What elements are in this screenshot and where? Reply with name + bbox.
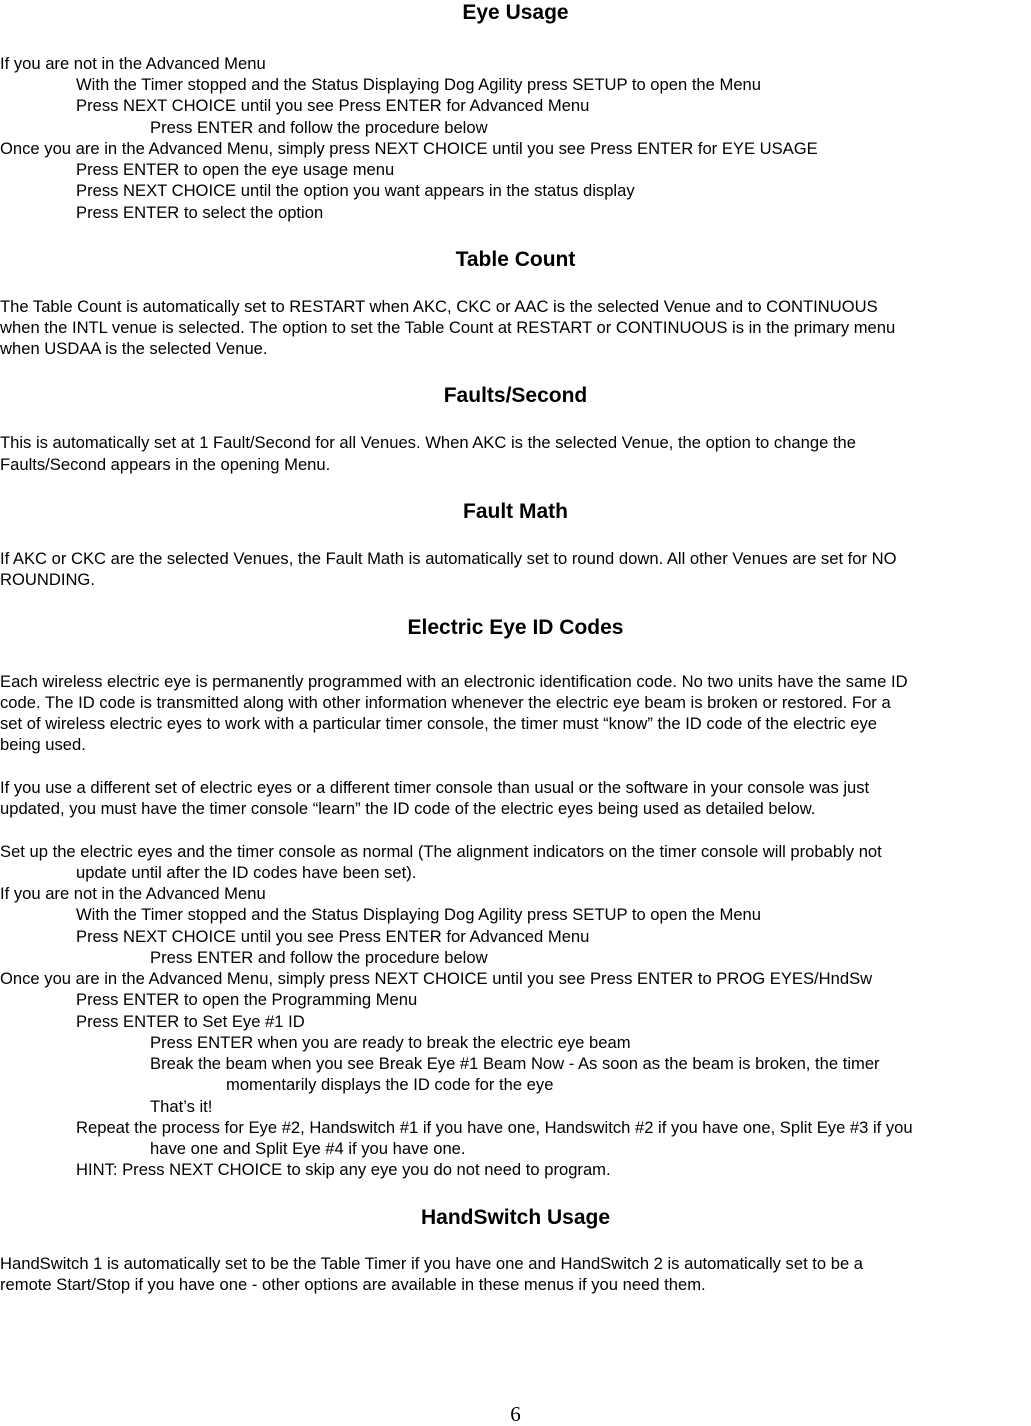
faults-second-line: Faults/Second appears in the opening Menu. (0, 455, 331, 474)
id-codes-step: Once you are in the Advanced Menu, simply press NEXT CHOICE until you see Press ENTER to PROG EYES/HndSw (0, 969, 873, 988)
section-heading-table-count: Table Count (455, 248, 576, 271)
id-codes-para1-line: code. The ID code is transmitted along with other information whenever the electric eye beam is broken or restored. For a (0, 693, 891, 712)
eye-usage-line: With the Timer stopped and the Status Displaying Dog Agility press SETUP to open the Menu (76, 75, 762, 94)
fault-math-line: ROUNDING. (0, 570, 95, 589)
id-codes-step: Press ENTER to Set Eye #1 ID (76, 1012, 305, 1031)
handswitch-line: HandSwitch 1 is automatically set to be the Table Timer if you have one and HandSwitch 2 is automatically set to be a (0, 1254, 864, 1273)
id-codes-para2-line: updated, you must have the timer console “learn” the ID code of the electric eyes being used as detailed below. (0, 799, 816, 818)
id-codes-step: Press NEXT CHOICE until you see Press ENTER for Advanced Menu (76, 927, 590, 946)
id-codes-step: HINT: Press NEXT CHOICE to skip any eye you do not need to program. (76, 1160, 611, 1179)
id-codes-step: Press ENTER when you are ready to break the electric eye beam (150, 1033, 631, 1052)
eye-usage-line: Press ENTER to select the option (76, 203, 324, 222)
section-heading-handswitch: HandSwitch Usage (420, 1206, 611, 1229)
eye-usage-line: Press NEXT CHOICE until the option you want appears in the status display (76, 181, 635, 200)
id-codes-step: have one and Split Eye #4 if you have one. (150, 1139, 466, 1158)
id-codes-step: update until after the ID codes have been set). (76, 863, 417, 882)
eye-usage-line: Press ENTER to open the eye usage menu (76, 160, 395, 179)
id-codes-step: With the Timer stopped and the Status Displaying Dog Agility press SETUP to open the Menu (76, 905, 762, 924)
section-heading-fault-math: Fault Math (463, 500, 568, 523)
table-count-line: when USDAA is the selected Venue. (0, 339, 268, 358)
id-codes-step: Press ENTER to open the Programming Menu (76, 990, 418, 1009)
table-count-line: when the INTL venue is selected. The option to set the Table Count at RESTART or CONTINUOUS is in the primary menu (0, 318, 896, 337)
id-codes-step: If you are not in the Advanced Menu (0, 884, 266, 903)
section-heading-id-codes: Electric Eye ID Codes (407, 616, 624, 639)
handswitch-line: remote Start/Stop if you have one - other options are available in these menus if you need them. (0, 1275, 706, 1294)
id-codes-step: That’s it! (150, 1097, 213, 1116)
id-codes-step: Repeat the process for Eye #2, Handswitch #1 if you have one, Handswitch #2 if you have one, Split Eye #3 if you (76, 1118, 913, 1137)
id-codes-step: Press ENTER and follow the procedure below (150, 948, 488, 967)
eye-usage-line: Press ENTER and follow the procedure below (150, 118, 488, 137)
section-heading-eye-usage: Eye Usage (462, 1, 569, 24)
id-codes-para1-line: set of wireless electric eyes to work with a particular timer console, the timer must “know” the ID code of the electric eye (0, 714, 878, 733)
id-codes-para1-line: being used. (0, 735, 86, 754)
faults-second-line: This is automatically set at 1 Fault/Second for all Venues. When AKC is the selected Venue, the option to change the (0, 433, 857, 452)
page-number: 6 (510, 1402, 521, 1426)
fault-math-line: If AKC or CKC are the selected Venues, the Fault Math is automatically set to round down. All other Venues are set for NO (0, 549, 897, 568)
id-codes-step: Break the beam when you see Break Eye #1 Beam Now - As soon as the beam is broken, the timer (150, 1054, 880, 1073)
id-codes-para2-line: If you use a different set of electric eyes or a different timer console than usual or the software in your console was just (0, 778, 870, 797)
eye-usage-line: Press NEXT CHOICE until you see Press ENTER for Advanced Menu (76, 96, 590, 115)
id-codes-step: momentarily displays the ID code for the eye (226, 1075, 554, 1094)
id-codes-para1-line: Each wireless electric eye is permanently programmed with an electronic identification code. No two units have the same ID (0, 672, 908, 691)
eye-usage-line: Once you are in the Advanced Menu, simply press NEXT CHOICE until you see Press ENTER for EYE USAGE (0, 139, 818, 158)
section-heading-faults-second: Faults/Second (443, 384, 588, 407)
table-count-line: The Table Count is automatically set to RESTART when AKC, CKC or AAC is the selected Venue and to CONTINUOUS (0, 297, 878, 316)
id-codes-step: Set up the electric eyes and the timer console as normal (The alignment indicators on the timer console will probably not (0, 842, 882, 861)
eye-usage-line: If you are not in the Advanced Menu (0, 54, 266, 73)
